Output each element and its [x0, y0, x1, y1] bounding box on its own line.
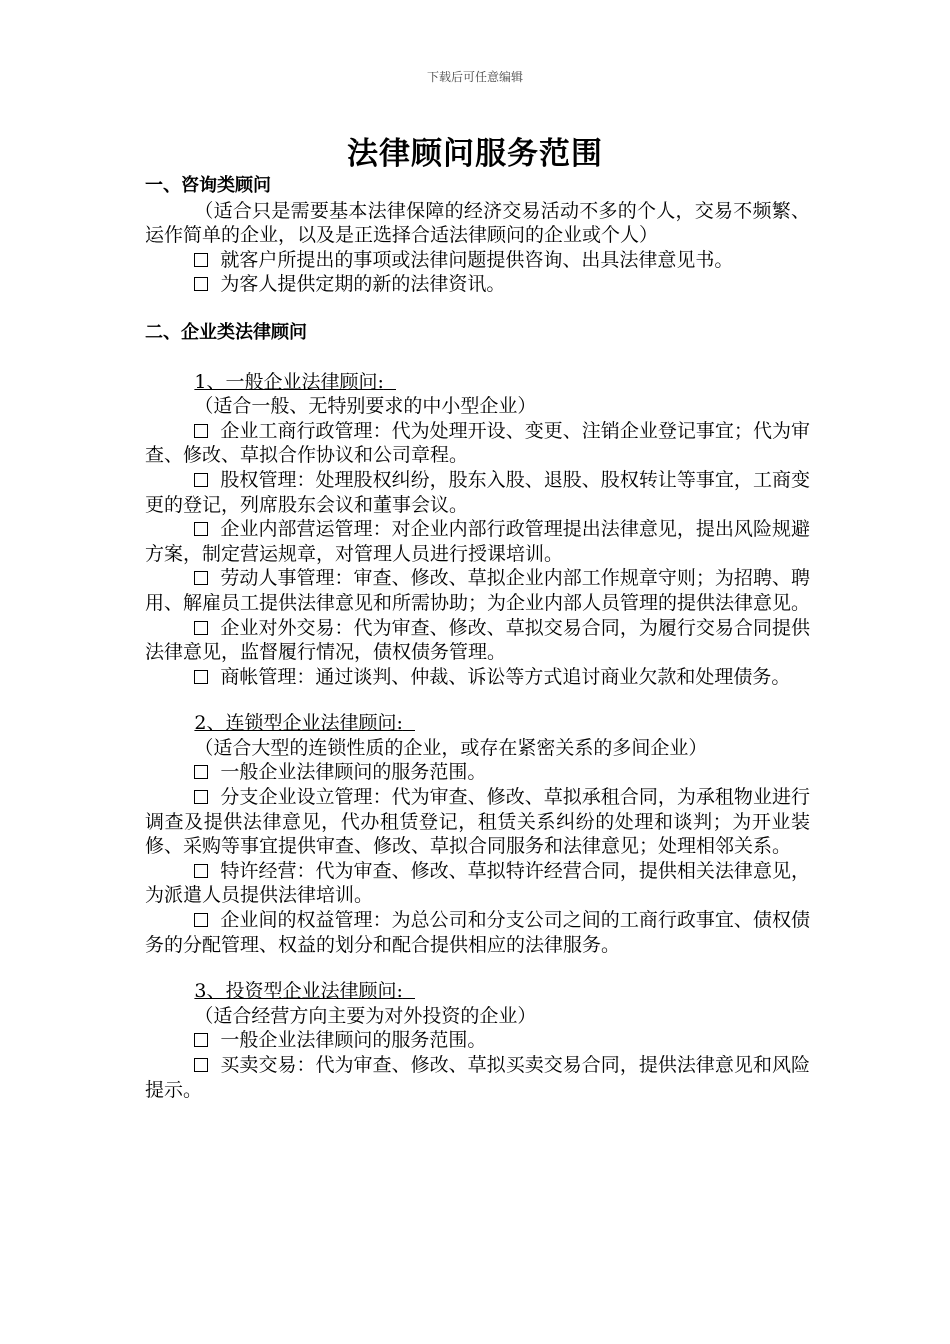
- subsection-heading: 3、投资型企业法律顾问:: [194, 980, 403, 1003]
- page-title: 法律顾问服务范围: [347, 136, 603, 172]
- checkbox-icon: [194, 621, 208, 635]
- list-item: 股权管理：处理股权纠纷，股东入股、退股、股权转让等事宜，工商变更的登记，列席股东会议和董事会议。: [145, 468, 810, 516]
- header-note: 下载后可任意编辑: [426, 70, 523, 84]
- list-item: 就客户所提出的事项或法律问题提供咨询、出具法律意见书。: [145, 248, 810, 273]
- checkbox-icon: [194, 571, 208, 585]
- subsection-heading: 2、连锁型企业法律顾问:: [194, 712, 403, 735]
- list-item: 企业工商行政管理：代为处理开设、变更、注销企业登记事宜；代为审查、修改、草拟合作协议和公司章程。: [145, 419, 810, 467]
- subsection-intro: （适合经营方向主要为对外投资的企业）: [194, 1004, 537, 1027]
- checkbox-icon: [194, 1033, 208, 1047]
- list-item: 商帐管理：通过谈判、仲裁、诉讼等方式追讨商业欠款和处理债务。: [145, 665, 810, 690]
- checkbox-icon: [194, 522, 208, 536]
- list-item: 一般企业法律顾问的服务范围。: [145, 1028, 810, 1053]
- subsection-intro: （适合一般、无特别要求的中小型企业）: [194, 395, 537, 418]
- document-body: [145, 174, 810, 1102]
- checkbox-icon: [194, 424, 208, 438]
- checkbox-icon: [194, 864, 208, 878]
- list-item: 买卖交易：代为审查、修改、草拟买卖交易合同，提供法律意见和风险提示。: [145, 1054, 810, 1101]
- list-item: 企业对外交易：代为审查、修改、草拟交易合同，为履行交易合同提供法律意见，监督履行情况，债权债务管理。: [145, 616, 810, 664]
- section-heading: 一、咨询类顾问: [145, 175, 271, 196]
- list-item: 一般企业法律顾问的服务范围。: [145, 760, 810, 785]
- checkbox-icon: [194, 1058, 208, 1072]
- checkbox-icon: [194, 473, 208, 487]
- checkbox-icon: [194, 277, 208, 291]
- section-heading: 二、企业类法律顾问: [145, 321, 307, 343]
- list-item: 分支企业设立管理：代为审查、修改、草拟承租合同，为承租物业进行调查及提供法律意见，代办租赁登记，租赁关系纠纷的处理和谈判；为开业装修、采购等事宜提供审查、修改、草拟合同服务和法律意见；处理相邻关系。: [145, 786, 810, 858]
- checkbox-icon: [194, 765, 208, 779]
- list-item: 为客人提供定期的新的法律资讯。: [145, 272, 810, 297]
- list-item: 劳动人事管理：审查、修改、草拟企业内部工作规章守则；为招聘、聘用、解雇员工提供法律意见和所需协助；为企业内部人员管理的提供法律意见。: [145, 567, 811, 614]
- subsection-intro: （适合大型的连锁性质的企业，或存在紧密关系的多间企业）: [194, 736, 708, 759]
- checkbox-icon: [194, 253, 208, 267]
- subsection-heading: 1、一般企业法律顾问:: [194, 370, 384, 393]
- list-item: 企业间的权益管理：为总公司和分支公司之间的工商行政事宜、债权债务的分配管理、权益的划分和配合提供相应的法律服务。: [145, 909, 810, 956]
- checkbox-icon: [194, 790, 208, 804]
- checkbox-icon: [194, 670, 208, 684]
- list-item: 企业内部营运管理：对企业内部行政管理提出法律意见，提出风险规避方案，制定营运规章，对管理人员进行授课培训。: [145, 518, 810, 565]
- checkbox-icon: [194, 913, 208, 927]
- list-item: 特许经营：代为审查、修改、草拟特许经营合同，提供相关法律意见，为派遣人员提供法律培训。: [145, 859, 810, 907]
- section-intro: （适合只是需要基本法律保障的经济交易活动不多的个人，交易不频繁、运作简单的企业，以及是正选择合适法律顾问的企业或个人）: [145, 199, 810, 247]
